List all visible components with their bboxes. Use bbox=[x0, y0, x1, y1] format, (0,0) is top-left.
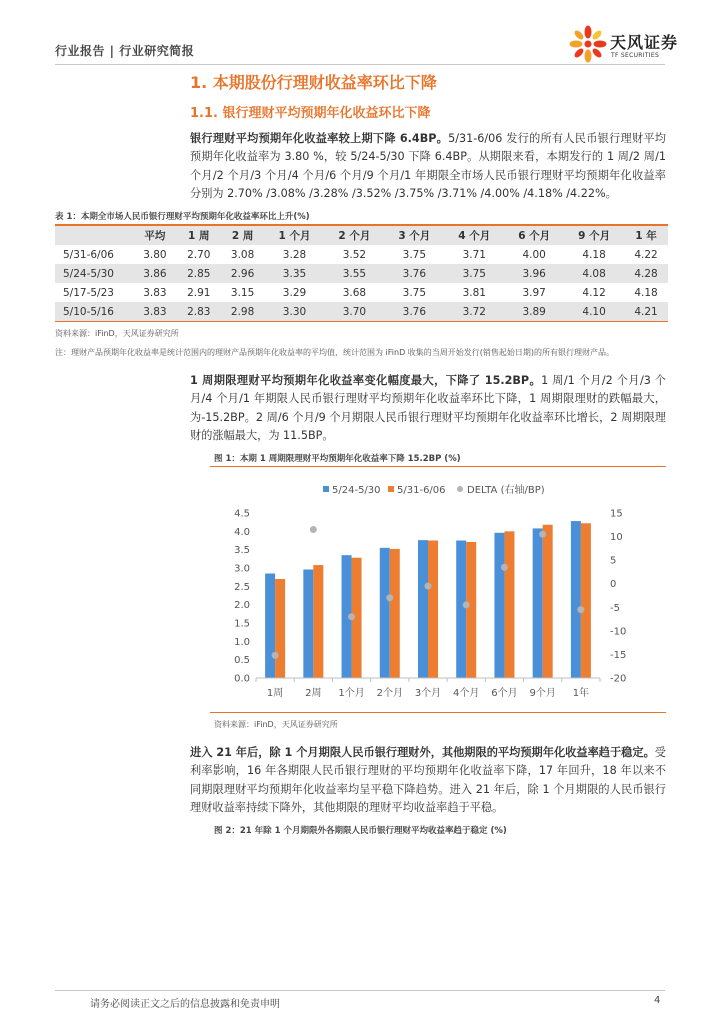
table-cell: 4.00 bbox=[522, 248, 546, 261]
bar-series-2 bbox=[504, 531, 514, 678]
subsection-heading: 1.1. 银行理财平均预期年化收益环比下降 bbox=[190, 106, 431, 121]
table-header-row bbox=[55, 226, 668, 245]
delta-point bbox=[539, 531, 546, 538]
logo-subtext: TF SECURITIES bbox=[611, 52, 660, 59]
table-header-cell: 1 年 bbox=[624, 226, 668, 245]
legend-swatch-series-3 bbox=[457, 486, 463, 492]
table-cell: 3.89 bbox=[504, 302, 564, 321]
table-cell: 3.68 bbox=[342, 286, 367, 299]
paragraph-2 bbox=[190, 372, 666, 446]
plot-area bbox=[265, 521, 591, 678]
left-tick-label: 2.0 bbox=[234, 600, 250, 612]
table-cell: 3.15 bbox=[230, 286, 255, 299]
bar-series-2 bbox=[581, 523, 591, 678]
bar-series-1 bbox=[494, 533, 504, 678]
table-cell: 3.81 bbox=[462, 286, 486, 299]
table-header-cell: 3 个月 bbox=[384, 226, 444, 245]
table-row bbox=[55, 245, 668, 264]
legend-swatch-series-1 bbox=[323, 486, 329, 492]
right-tick-label: 15 bbox=[610, 508, 623, 520]
left-tick-label: 1.5 bbox=[234, 618, 250, 630]
figure-top-rule bbox=[210, 466, 666, 467]
table-cell: 5/31-6/06 bbox=[63, 248, 114, 261]
table-cell: 5/24-5/30 bbox=[55, 264, 133, 283]
paragraph-1-lead: 银行理财平均预期年化收益率较上期下降 6.4BP。 bbox=[190, 132, 449, 145]
right-tick-label: -15 bbox=[610, 649, 627, 661]
table-cell: 3.76 bbox=[384, 264, 444, 283]
table-cell: 5/10-5/16 bbox=[55, 302, 133, 321]
yield-chart bbox=[210, 470, 666, 708]
table-header-cell bbox=[55, 226, 133, 245]
paragraph-3 bbox=[190, 744, 666, 818]
right-tick-label: 10 bbox=[610, 532, 623, 544]
table-cell: 3.76 bbox=[384, 302, 444, 321]
right-tick-label: -20 bbox=[610, 673, 627, 685]
table-row bbox=[55, 283, 668, 302]
table-cell: 3.30 bbox=[265, 302, 325, 321]
table-cell: 4.10 bbox=[564, 302, 624, 321]
table-source: 资料来源：iFinD，天风证券研究所 bbox=[55, 329, 179, 338]
left-tick-label: 4.5 bbox=[234, 508, 250, 520]
table-cell: 2.70 bbox=[187, 248, 211, 261]
table-cell: 2.83 bbox=[177, 302, 221, 321]
x-tick-label: 1周 bbox=[266, 688, 284, 699]
delta-point bbox=[425, 583, 432, 590]
header-divider bbox=[55, 64, 665, 65]
table-header-cell: 4 个月 bbox=[444, 226, 504, 245]
delta-point bbox=[463, 601, 470, 608]
table-cell: 2.96 bbox=[221, 264, 265, 283]
table-cell: 4.22 bbox=[634, 248, 658, 261]
legend-label-series-3: DELTA (右轴/BP) bbox=[467, 485, 545, 496]
figure-1-caption: 图 1：本期 1 周期限理财平均预期年化收益率下降 15.2BP (%) bbox=[214, 454, 461, 464]
paragraph-3-body: 受利率影响，16 年各期限人民币银行理财的平均预期年化收益率下降，17 年回升，18 年以来不同期限理财平均预期年化收益率均呈平稳下降趋势。进入 21 年后，除 1 个月期限的人民币银行理财收益率持续下降外，其他期限的理财平均收益率趋于平稳。 bbox=[190, 746, 666, 815]
bar-series-1 bbox=[265, 574, 275, 679]
table-cell: 4.18 bbox=[634, 286, 658, 299]
report-category: 行业报告 | 行业研究简报 bbox=[55, 44, 195, 58]
x-tick-label: 9个月 bbox=[529, 688, 556, 699]
table-header-cell: 6 个月 bbox=[504, 226, 564, 245]
section-heading: 1. 本期股份行理财收益率环比下降 bbox=[190, 73, 437, 92]
figure-bottom-rule bbox=[210, 712, 666, 713]
bar-series-1 bbox=[380, 548, 390, 678]
table-cell: 3.55 bbox=[324, 264, 384, 283]
delta-point bbox=[272, 652, 279, 659]
bar-series-1 bbox=[418, 540, 428, 678]
table-cell: 3.28 bbox=[282, 248, 307, 261]
x-tick-label: 1个月 bbox=[338, 688, 365, 699]
table-cell: 3.70 bbox=[324, 302, 384, 321]
paragraph-2-lead: 1 周期限理财平均预期年化收益率变化幅度最大，下降了 15.2BP。 bbox=[190, 374, 542, 387]
table-note: 注：理财产品预期年化收益率是统计范围内的理财产品预期年化收益率的平均值，统计范围为 iFinD 收集的当周开始发行(销售起始日期)的所有银行理财产品。 bbox=[55, 348, 615, 357]
legend-label-series-1: 5/24-5/30 bbox=[332, 485, 381, 496]
x-tick-label: 2周 bbox=[305, 688, 322, 699]
table-cell: 3.75 bbox=[444, 264, 504, 283]
figure-2-caption: 图 2：21 年除 1 个月期限外各期限人民币银行理财平均收益率趋于稳定 (%) bbox=[214, 826, 507, 836]
table-header-cell: 2 周 bbox=[221, 226, 265, 245]
table-cell: 2.91 bbox=[187, 286, 211, 299]
table-cell: 3.08 bbox=[230, 248, 255, 261]
bar-series-1 bbox=[456, 541, 466, 679]
delta-point bbox=[348, 613, 355, 620]
delta-point bbox=[310, 526, 317, 533]
bar-series-2 bbox=[428, 541, 438, 679]
table-cell: 3.97 bbox=[522, 286, 546, 299]
bar-series-2 bbox=[313, 565, 323, 678]
table-cell: 3.71 bbox=[462, 248, 486, 261]
x-tick-label: 6个月 bbox=[491, 688, 518, 699]
table-cell: 3.86 bbox=[133, 264, 177, 283]
table-header-cell: 2 个月 bbox=[324, 226, 384, 245]
x-axis bbox=[256, 678, 600, 699]
table-row bbox=[55, 302, 668, 321]
bar-series-2 bbox=[275, 579, 285, 678]
table-header-cell: 1 周 bbox=[177, 226, 221, 245]
table-cell: 3.83 bbox=[143, 286, 167, 299]
table-bottom-rule bbox=[55, 321, 668, 322]
left-axis bbox=[234, 509, 250, 685]
table-cell: 2.98 bbox=[221, 302, 265, 321]
table-header-cell: 1 个月 bbox=[265, 226, 325, 245]
bar-series-1 bbox=[571, 521, 581, 678]
chart-legend bbox=[323, 483, 545, 496]
bar-series-2 bbox=[466, 542, 476, 678]
logo-text: 天风证券 bbox=[610, 33, 679, 52]
table-cell: 3.72 bbox=[444, 302, 504, 321]
table-cell: 5/17-5/23 bbox=[63, 286, 114, 299]
table-cell: 3.96 bbox=[504, 264, 564, 283]
right-tick-label: -5 bbox=[610, 602, 620, 614]
yield-table bbox=[55, 226, 668, 321]
table-cell: 3.75 bbox=[402, 286, 427, 299]
table-header-cell: 平均 bbox=[133, 226, 177, 245]
table-cell: 3.35 bbox=[265, 264, 325, 283]
bar-series-2 bbox=[543, 525, 553, 678]
logo-flower-icon bbox=[568, 24, 608, 64]
x-tick-label: 4个月 bbox=[453, 688, 480, 699]
table-cell: 4.28 bbox=[624, 264, 668, 283]
left-tick-label: 3.0 bbox=[234, 563, 250, 575]
bar-series-1 bbox=[533, 528, 543, 678]
company-logo bbox=[568, 24, 678, 64]
legend-swatch-series-2 bbox=[388, 486, 394, 492]
table-cell: 3.75 bbox=[402, 248, 427, 261]
delta-point bbox=[577, 606, 584, 613]
footer-divider bbox=[55, 990, 665, 991]
right-axis bbox=[610, 509, 626, 685]
left-tick-label: 4.0 bbox=[234, 526, 250, 538]
table-cell: 3.29 bbox=[282, 286, 307, 299]
left-tick-label: 0.5 bbox=[234, 655, 250, 667]
table-cell: 4.12 bbox=[582, 286, 606, 299]
table-cell: 4.21 bbox=[624, 302, 668, 321]
paragraph-2-body: 1 周/1 个月/2 个月/3 个月/4 个月/1 年期限人民币银行理财平均预期年化收益率环比下降，1 周期限理财的跌幅最大，为-15.2BP。2 周/6 个月/9 个月期限人民币银行理财平均预期年化收益率环比增长，2 周期限理财的涨幅最大，为 11.5BP。 bbox=[190, 374, 666, 443]
table-header-cell: 9 个月 bbox=[564, 226, 624, 245]
delta-point bbox=[386, 594, 393, 601]
table-cell: 3.83 bbox=[133, 302, 177, 321]
table-row bbox=[55, 264, 668, 283]
left-tick-label: 2.5 bbox=[234, 581, 250, 593]
x-tick-label: 1年 bbox=[572, 688, 590, 699]
table-caption: 表 1：本期全市场人民币银行理财平均预期年化收益率环比上升(%) bbox=[55, 212, 310, 222]
table-cell: 3.52 bbox=[342, 248, 367, 261]
x-tick-label: 2个月 bbox=[376, 688, 403, 699]
bar-series-2 bbox=[390, 549, 400, 678]
x-tick-label: 3个月 bbox=[414, 688, 442, 699]
table-cell: 2.85 bbox=[177, 264, 221, 283]
right-tick-label: 5 bbox=[610, 555, 617, 567]
delta-point bbox=[501, 564, 508, 571]
page-number: 4 bbox=[654, 995, 661, 1006]
paragraph-1-body: 5/31-6/06 发行的所有人民币银行理财平均预期年化收益率为 3.80 %，较 5/24-5/30 下降 6.4BP。从期限来看，本期发行的 1 周/2 周/1 个月/2 个月/3 个月/4 个月/6 个月/9 个月/1 年期限全市场人民币银行理财平均预期年化收益率分别为 2.70% /3.08% /3.28% /3.52% /3.75% /3.71% /4.00% /4.18% /4.22%。 bbox=[190, 132, 666, 201]
left-tick-label: 1.0 bbox=[234, 636, 250, 648]
legend-label-series-2: 5/31-6/06 bbox=[397, 485, 446, 496]
left-tick-label: 0.0 bbox=[234, 673, 250, 685]
bar-series-1 bbox=[303, 569, 313, 678]
paragraph-1 bbox=[190, 130, 666, 204]
right-tick-label: -10 bbox=[610, 626, 627, 638]
footer-disclaimer: 请务必阅读正文之后的信息披露和免责申明 bbox=[90, 999, 280, 1010]
table-cell: 3.80 bbox=[143, 248, 167, 261]
table-cell: 4.18 bbox=[582, 248, 606, 261]
paragraph-3-lead: 进入 21 年后，除 1 个月期限人民币银行理财外，其他期限的平均预期年化收益率趋于稳定。 bbox=[190, 746, 655, 759]
right-tick-label: 0 bbox=[610, 579, 617, 591]
left-tick-label: 3.5 bbox=[234, 545, 250, 557]
table-cell: 4.08 bbox=[564, 264, 624, 283]
figure-1-source: 资料来源：iFinD，天风证券研究所 bbox=[214, 720, 338, 729]
